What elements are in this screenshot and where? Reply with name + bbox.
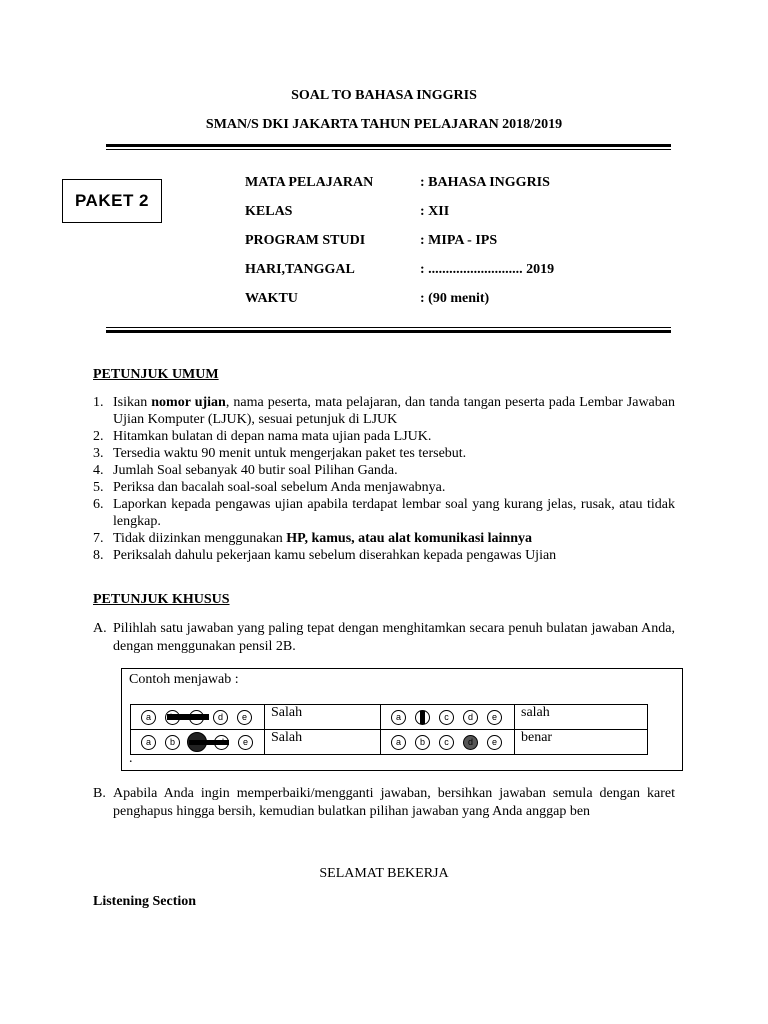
bubble-b: b <box>415 735 430 750</box>
bubble-d-filled: d <box>463 735 478 750</box>
list-item <box>93 462 675 479</box>
instruction-a-number: A. <box>93 621 107 636</box>
list-item-number: 1. <box>93 395 104 410</box>
bubble-a: a <box>391 710 406 725</box>
text-run: Tidak diizinkan menggunakan <box>113 531 287 546</box>
petunjuk-umum-heading: PETUNJUK UMUM <box>93 367 219 382</box>
list-item <box>93 394 675 428</box>
list-item-text: Hitamkan bulatan di depan nama mata ujian pada LJUK. <box>113 429 432 444</box>
instruction-a <box>93 620 675 656</box>
list-item-number: 4. <box>93 463 104 478</box>
text-run-bold: kamus, atau alat komunikasi lainnya <box>311 531 533 546</box>
list-item-number: 6. <box>93 497 104 512</box>
info-rule-thin <box>106 327 671 328</box>
strike-mark <box>189 740 229 745</box>
info-label-kelas: KELAS <box>245 204 293 219</box>
list-item-text: Periksalah dahulu pekerjaan kamu sebelum diserahkan kepada pengawas Ujian <box>113 548 557 563</box>
paket-box: PAKET 2 <box>62 179 162 223</box>
text-run-bold: nomor ujian <box>151 395 226 410</box>
info-rule <box>106 330 671 333</box>
info-label-mata-pelajaran: MATA PELAJARAN <box>245 175 374 190</box>
closing-text: SELAMAT BEKERJA <box>319 866 449 881</box>
bubble-e: e <box>237 710 252 725</box>
example-dot: . <box>129 751 133 766</box>
bubble-c: c <box>439 735 454 750</box>
example-title: Contoh menjawab : <box>129 672 239 687</box>
list-item-text: Tersedia waktu 90 menit untuk mengerjakan paket tes tersebut. <box>113 446 467 461</box>
bubble-row <box>381 730 514 754</box>
info-label-waktu: WAKTU <box>245 291 298 306</box>
text-run: Isikan <box>113 395 152 410</box>
info-value-kelas: : XII <box>420 204 450 219</box>
text-run: , nama peserta, mata pelajaran, dan tanda tangan peserta pada Lembar Jawaban Ujian Komputer (LJUK), sesuai petunjuk di LJUK <box>113 395 675 427</box>
header-rule-thin <box>106 149 671 150</box>
list-item <box>93 479 675 496</box>
answer-bubbles-correct <box>381 730 515 755</box>
petunjuk-khusus-heading: PETUNJUK KHUSUS <box>93 592 230 607</box>
list-item-number: 7. <box>93 531 104 546</box>
bubble-c: c <box>439 710 454 725</box>
list-item <box>93 530 675 547</box>
instruction-b-text: Apabila Anda ingin memperbaiki/mengganti jawaban, bersihkan jawaban semula dengan karet penghapus hingga bersih, kemudian bulatkan pilihan jawaban yang Anda anggap ben <box>113 786 675 819</box>
list-item-text: Laporkan kepada pengawas ujian apabila terdapat lembar soal yang kurang jelas, rusak, atau tidak lengkap. <box>113 497 675 529</box>
list-item-number: 8. <box>93 548 104 563</box>
bubble-row <box>381 705 514 729</box>
info-value-mata-pelajaran: : BAHASA INGGRIS <box>420 175 550 190</box>
list-item-number: 5. <box>93 480 104 495</box>
answer-bubbles-wrong-overfill <box>131 730 265 755</box>
list-item-text: Periksa dan bacalah soal-soal sebelum Anda menjawabnya. <box>113 480 446 495</box>
example-label: Salah <box>265 705 381 730</box>
example-label: Salah <box>265 730 381 755</box>
bubble-a: a <box>141 735 156 750</box>
list-item <box>93 547 675 564</box>
list-item-number: 3. <box>93 446 104 461</box>
bubble-b-marked <box>415 710 430 725</box>
header-rule <box>106 144 671 147</box>
bubble-d: d <box>213 710 228 725</box>
bubble-a: a <box>391 735 406 750</box>
bubble-a: a <box>141 710 156 725</box>
bubble-e: e <box>238 735 253 750</box>
info-value-hari-tanggal: : ........................... 2019 <box>420 262 555 277</box>
info-value-program-studi: : MIPA - IPS <box>420 233 498 248</box>
list-item-text: Jumlah Soal sebanyak 40 butir soal Pilihan Ganda. <box>113 463 398 478</box>
instruction-a-text: Pilihlah satu jawaban yang paling tepat dengan menghitamkan secara penuh bulatan jawaban Anda, dengan menggunakan pensil 2B. <box>113 621 675 654</box>
info-label-hari-tanggal: HARI,TANGGAL <box>245 262 355 277</box>
bubble-d: d <box>463 710 478 725</box>
bubble-row <box>131 705 264 729</box>
answer-bubbles-wrong-strike <box>131 705 265 730</box>
list-item-text <box>113 394 675 428</box>
instruction-b <box>93 785 675 839</box>
table-row <box>131 705 648 730</box>
example-box <box>121 668 683 771</box>
bubble-row <box>131 730 264 754</box>
example-label: salah <box>515 705 648 730</box>
document-title: SOAL TO BAHASA INGGRIS <box>291 88 477 103</box>
info-value-waktu: : (90 menit) <box>420 291 490 306</box>
list-item-number: 2. <box>93 429 104 444</box>
list-item <box>93 428 675 445</box>
example-table <box>130 704 648 755</box>
table-row <box>131 730 648 755</box>
info-label-program-studi: PROGRAM STUDI <box>245 233 366 248</box>
instruction-b-number: B. <box>93 786 106 801</box>
answer-bubbles-wrong-bar <box>381 705 515 730</box>
text-run-bold: HP <box>286 531 305 546</box>
bubble-e: e <box>487 735 502 750</box>
bubble-b: b <box>165 735 180 750</box>
list-item <box>93 445 675 462</box>
listening-section-title: Listening Section <box>93 894 197 909</box>
text-run-bold: , <box>304 531 312 546</box>
petunjuk-umum-list <box>93 394 675 564</box>
document-subtitle: SMAN/S DKI JAKARTA TAHUN PELAJARAN 2018/2019 <box>205 117 563 132</box>
list-item <box>93 496 675 530</box>
strike-mark <box>167 714 209 720</box>
list-item-text <box>113 530 675 547</box>
example-label: benar <box>515 730 648 755</box>
bubble-e: e <box>487 710 502 725</box>
